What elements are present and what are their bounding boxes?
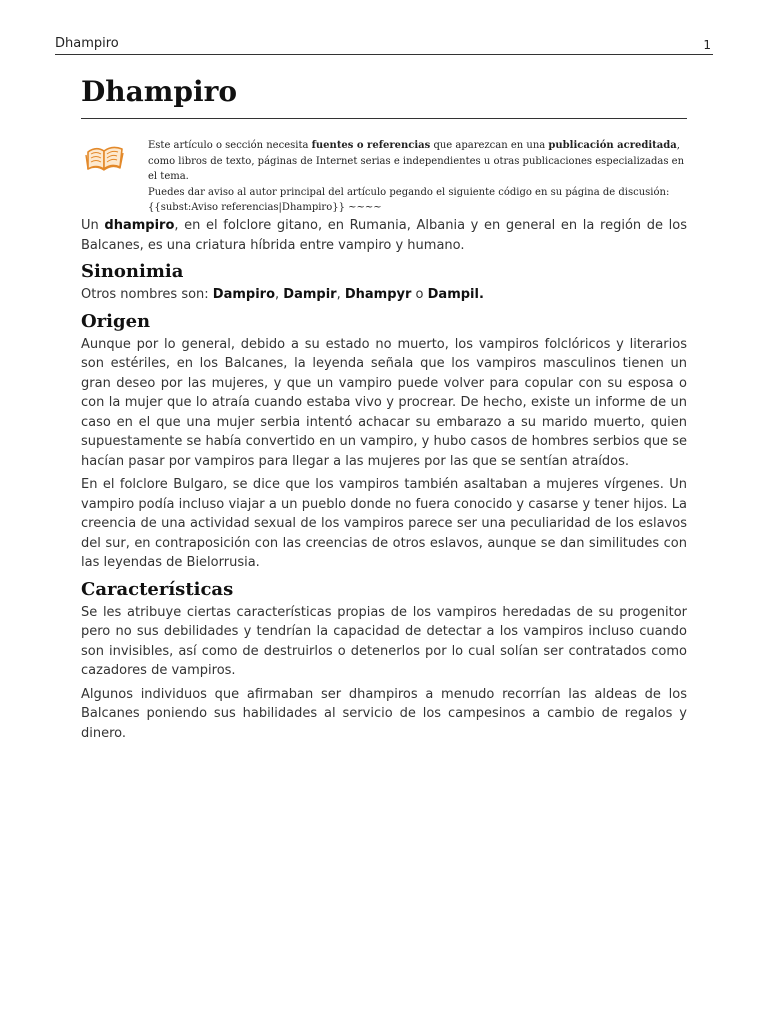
notice-bold-sources: fuentes o referencias xyxy=(311,140,431,151)
references-notice xyxy=(81,138,687,216)
intro-text: Un xyxy=(81,218,105,233)
heading-origen: Origen xyxy=(81,310,151,332)
notice-text-part: Este artículo o sección necesita xyxy=(148,140,312,151)
page-title: Dhampiro xyxy=(81,72,687,119)
synonyms-text: Otros nombres son: xyxy=(81,287,213,302)
characteristics-paragraph-1: Se les atribuye ciertas características propias de los vampiros heredadas de su progenitor pero no sus debilidades y tendrían la capacidad de detectar a los vampiros incluso cuando son invisibles, así como de destruirlos o detenerlos por lo cual solían ser contratados como cazadores de vampiros. xyxy=(81,604,687,678)
open-book-icon xyxy=(84,142,126,174)
intro-paragraph xyxy=(81,216,687,255)
heading-caracteristicas: Características xyxy=(81,578,234,600)
notice-text-part: , como libros de texto, páginas de Internet serias e independientes u otras publicaciones especializadas en el tema. xyxy=(148,140,685,182)
synonym-separator: , xyxy=(275,287,284,302)
origin-paragraph-2: En el folclore Bulgaro, se dice que los vampiros también asaltaban a mujeres vírgenes. Un vampiro podía incluso viajar a un pueblo donde no fuera conocido y casarse y tener hijos. La creencia de una actividad sexual de los vampiros parece ser una peculiaridad de los eslavos del sur, en contraposición con las creencias de otros eslavos, aunque se dan similitudes con las leyendas de Bielorrusia. xyxy=(81,477,687,570)
synonym-name: Dampiro xyxy=(212,287,276,302)
page-number: 1 xyxy=(703,38,711,52)
notice-text xyxy=(148,138,688,216)
notice-text-part: que aparezcan en una xyxy=(430,140,549,151)
synonym-separator: , xyxy=(336,287,345,302)
synonym-name: Dhampyr xyxy=(344,287,412,302)
intro-term: dhampiro xyxy=(104,218,175,233)
running-header xyxy=(55,36,713,55)
origin-paragraph-1: Aunque por lo general, debido a su estado no muerto, los vampiros folclóricos y literarios son estériles, en los Balcanes, la leyenda señala que los vampiros masculinos tienen un gran deseo por las mujeres, y que un vampiro puede volver para copular con su esposa o con la mujer que lo atraía cuando estaba vivo y procrear. De hecho, existe un informe de un caso en el que una mujer serbia intentó achacar su embarazo a su marido muerto, quien supuestamente se había convertido en un vampiro, y hubo casos de hombres serbios que se hacían pasar por vampiros para llegar a las mujeres por las que se sentían atraídos. xyxy=(81,336,687,469)
synonym-name: Dampir xyxy=(283,287,337,302)
synonym-name: Dampil. xyxy=(427,287,484,302)
notice-bold-publication: publicación acreditada xyxy=(548,140,677,151)
heading-sinonimia: Sinonimia xyxy=(81,261,184,282)
synonym-separator: o xyxy=(411,287,428,302)
intro-text: , en el folclore gitano, en Rumania, Albania y en general en la región de los Balcanes, es una criatura híbrida entre vampiro y humano. xyxy=(81,218,687,253)
notice-instructions: Puedes dar aviso al autor principal del artículo pegando el siguiente código en su página de discusión: {{subst:Aviso referencias|Dhampiro}} ~~~~ xyxy=(148,186,670,213)
running-title: Dhampiro xyxy=(55,36,119,51)
synonyms-paragraph xyxy=(81,285,687,305)
article xyxy=(81,72,687,747)
characteristics-paragraph-2: Algunos individuos que afirmaban ser dhampiros a menudo recorrían las aldeas de los Balcanes poniendo sus habilidades al servicio de los campesinos a cambio de regalos y dinero. xyxy=(81,686,687,741)
